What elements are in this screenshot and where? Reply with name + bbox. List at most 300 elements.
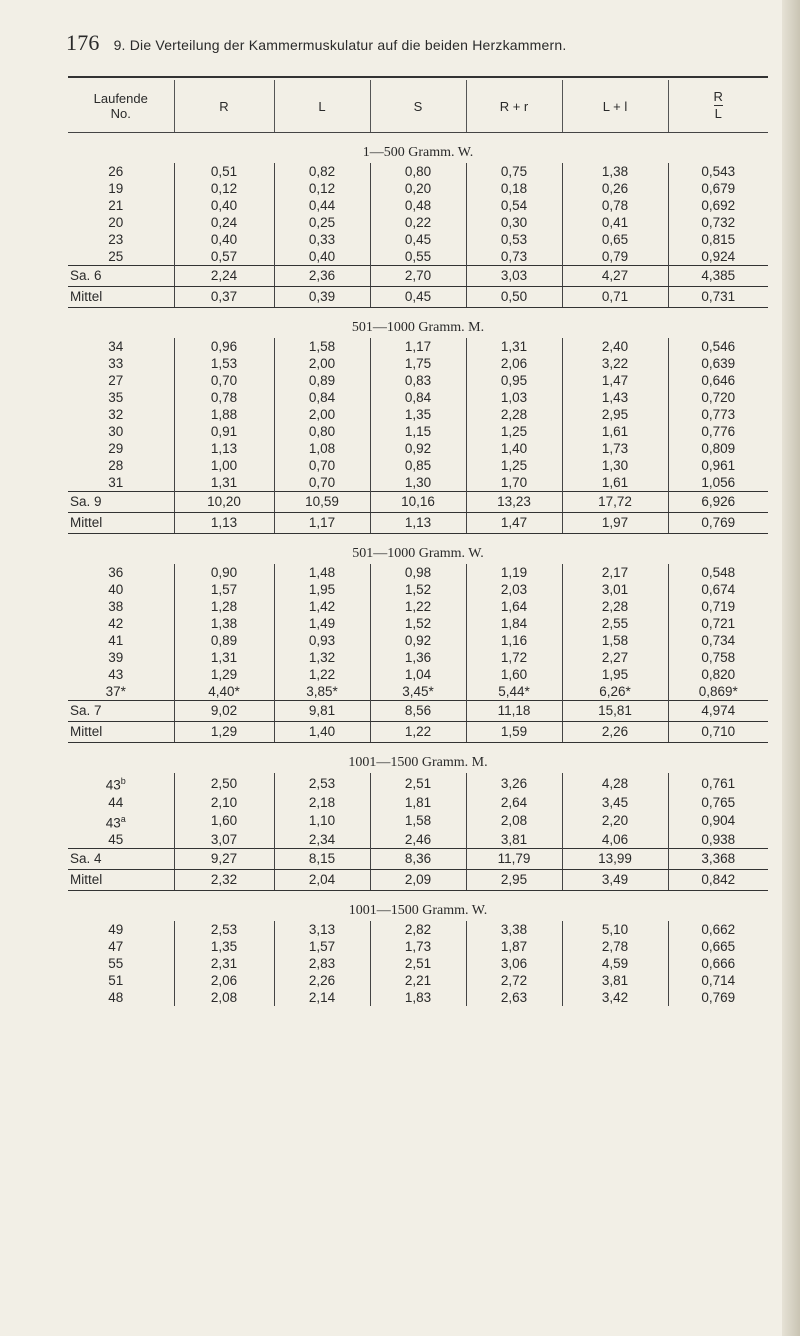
section-heading: 501—1000 Gramm. M. — [351, 320, 485, 335]
table-row — [68, 649, 768, 666]
value-cell: 1,83 — [370, 989, 466, 1006]
table-row — [68, 831, 768, 849]
sum-value: 10,59 — [274, 492, 370, 513]
value-cell: 1,22 — [370, 598, 466, 615]
value-cell: 0,45 — [370, 231, 466, 248]
value-cell: 0,40 — [174, 197, 274, 214]
ratio-fraction: $\frac{R}{L}$ — [713, 89, 723, 121]
value-cell: 2,00 — [274, 406, 370, 423]
value-cell: 1,52 — [370, 581, 466, 598]
value-cell: 2,51 — [370, 773, 466, 794]
table-row — [68, 794, 768, 811]
value-cell: 0,776 — [668, 423, 768, 440]
table-row — [68, 921, 768, 938]
table-row — [68, 197, 768, 214]
table-row — [68, 581, 768, 598]
value-cell: 3,06 — [466, 955, 562, 972]
row-number-cell: 25 — [108, 249, 124, 264]
value-cell: 0,732 — [668, 214, 768, 231]
value-cell: 0,48 — [370, 197, 466, 214]
sum-row — [68, 701, 768, 722]
row-number-cell: 21 — [108, 198, 124, 213]
mean-value: 1,29 — [174, 722, 274, 743]
value-cell: 3,01 — [562, 581, 668, 598]
mean-value: 1,97 — [562, 513, 668, 534]
mean-value: 0,710 — [668, 722, 768, 743]
col-header-r-over-l — [668, 80, 768, 133]
value-cell: 1,28 — [174, 598, 274, 615]
value-cell: 0,665 — [668, 938, 768, 955]
value-cell: 1,61 — [562, 423, 668, 440]
mean-value: 0,769 — [668, 513, 768, 534]
sum-label: Sa. 4 — [68, 849, 174, 870]
row-number-cell: 49 — [108, 922, 124, 937]
row-number-cell: 19 — [108, 181, 124, 196]
table-row — [68, 564, 768, 581]
row-number-cell: 37* — [105, 684, 126, 699]
value-cell: 0,92 — [370, 632, 466, 649]
table-row — [68, 989, 768, 1006]
table-row — [68, 598, 768, 615]
mean-label: Mittel — [68, 513, 174, 534]
value-cell: 0,25 — [274, 214, 370, 231]
row-number-cell: 23 — [108, 232, 124, 247]
value-cell: 0,89 — [174, 632, 274, 649]
mean-row — [68, 513, 768, 534]
sum-value: 9,02 — [174, 701, 274, 722]
value-cell: 0,820 — [668, 666, 768, 683]
running-head — [66, 30, 756, 56]
value-cell: 2,50 — [174, 773, 274, 794]
value-cell: 0,809 — [668, 440, 768, 457]
table-row — [68, 955, 768, 972]
value-cell: 1,95 — [274, 581, 370, 598]
value-cell: 2,03 — [466, 581, 562, 598]
section-heading: 1001—1500 Gramm. M. — [348, 755, 488, 770]
sum-value: 9,81 — [274, 701, 370, 722]
value-cell: 2,00 — [274, 355, 370, 372]
value-cell: 3,38 — [466, 921, 562, 938]
value-cell: 1,16 — [466, 632, 562, 649]
value-cell: 0,22 — [370, 214, 466, 231]
value-cell: 0,761 — [668, 773, 768, 794]
mean-value: 0,731 — [668, 287, 768, 308]
value-cell: 1,64 — [466, 598, 562, 615]
value-cell: 0,30 — [466, 214, 562, 231]
value-cell: 1,38 — [174, 615, 274, 632]
value-cell: 3,45 — [562, 794, 668, 811]
value-cell: 2,28 — [466, 406, 562, 423]
mean-value: 2,04 — [274, 870, 370, 891]
value-cell: 1,25 — [466, 423, 562, 440]
sum-value: 10,16 — [370, 492, 466, 513]
value-cell: 0,73 — [466, 248, 562, 266]
table-row — [68, 632, 768, 649]
table-row — [68, 406, 768, 423]
value-cell: 0,721 — [668, 615, 768, 632]
row-number-cell: 36 — [108, 565, 124, 580]
value-cell: 0,90 — [174, 564, 274, 581]
value-cell: 0,70 — [174, 372, 274, 389]
value-cell: 2,46 — [370, 831, 466, 849]
value-cell: 2,14 — [274, 989, 370, 1006]
section-heading-row — [68, 891, 768, 922]
value-cell: 0,938 — [668, 831, 768, 849]
table-row — [68, 474, 768, 492]
value-cell: 0,674 — [668, 581, 768, 598]
col-header-r-plus-r: R + r — [466, 80, 562, 133]
value-cell: 2,28 — [562, 598, 668, 615]
value-cell: 0,734 — [668, 632, 768, 649]
row-number-cell: 45 — [108, 832, 124, 847]
sum-label: Sa. 7 — [68, 701, 174, 722]
section-heading-row — [68, 743, 768, 774]
value-cell: 0,57 — [174, 248, 274, 266]
value-cell: 0,692 — [668, 197, 768, 214]
value-cell: 1,84 — [466, 615, 562, 632]
value-cell: 0,904 — [668, 811, 768, 832]
table-row — [68, 440, 768, 457]
value-cell: 0,84 — [370, 389, 466, 406]
value-cell: 0,79 — [562, 248, 668, 266]
value-cell: 1,72 — [466, 649, 562, 666]
value-cell: 2,10 — [174, 794, 274, 811]
mean-value: 0,71 — [562, 287, 668, 308]
table-row — [68, 938, 768, 955]
value-cell: 0,98 — [370, 564, 466, 581]
value-cell: 0,40 — [274, 248, 370, 266]
sum-value: 2,70 — [370, 266, 466, 287]
table-row — [68, 457, 768, 474]
value-cell: 0,924 — [668, 248, 768, 266]
table-body — [68, 133, 768, 1007]
value-cell: 0,961 — [668, 457, 768, 474]
row-number-cell: 33 — [108, 356, 124, 371]
mean-value: 0,39 — [274, 287, 370, 308]
value-cell: 1,03 — [466, 389, 562, 406]
value-cell: 1,19 — [466, 564, 562, 581]
value-cell: 1,70 — [466, 474, 562, 492]
row-number-cell: 40 — [108, 582, 124, 597]
value-cell: 0,765 — [668, 794, 768, 811]
value-cell: 0,91 — [174, 423, 274, 440]
sum-value: 8,36 — [370, 849, 466, 870]
value-cell: 0,75 — [466, 163, 562, 180]
value-cell: 2,31 — [174, 955, 274, 972]
row-number-cell: 41 — [108, 633, 124, 648]
table-row — [68, 389, 768, 406]
value-cell: 1,32 — [274, 649, 370, 666]
value-cell: 1,13 — [174, 440, 274, 457]
value-cell: 1,75 — [370, 355, 466, 372]
value-cell: 2,06 — [174, 972, 274, 989]
value-cell: 0,65 — [562, 231, 668, 248]
value-cell: 0,40 — [174, 231, 274, 248]
page-edge — [782, 0, 800, 1336]
mean-row — [68, 870, 768, 891]
value-cell: 1,29 — [174, 666, 274, 683]
value-cell: 1,58 — [562, 632, 668, 649]
value-cell: 1,57 — [174, 581, 274, 598]
value-cell: 1,58 — [370, 811, 466, 832]
table-row — [68, 214, 768, 231]
value-cell: 0,89 — [274, 372, 370, 389]
value-cell: 0,666 — [668, 955, 768, 972]
sum-value: 3,368 — [668, 849, 768, 870]
value-cell: 0,78 — [562, 197, 668, 214]
value-cell: 0,662 — [668, 921, 768, 938]
row-number-cell: 48 — [108, 990, 124, 1005]
value-cell: 4,59 — [562, 955, 668, 972]
value-cell: 1,04 — [370, 666, 466, 683]
mean-value: 0,45 — [370, 287, 466, 308]
mean-value: 0,842 — [668, 870, 768, 891]
value-cell: 2,27 — [562, 649, 668, 666]
value-cell: 1,30 — [562, 457, 668, 474]
section-heading: 1—500 Gramm. W. — [362, 145, 474, 160]
value-cell: 0,93 — [274, 632, 370, 649]
sum-value: 13,23 — [466, 492, 562, 513]
table-row — [68, 683, 768, 701]
value-cell: 2,17 — [562, 564, 668, 581]
value-cell: 3,81 — [562, 972, 668, 989]
sum-row — [68, 849, 768, 870]
value-cell: 1,57 — [274, 938, 370, 955]
value-cell: 2,83 — [274, 955, 370, 972]
value-cell: 0,70 — [274, 474, 370, 492]
table-row — [68, 231, 768, 248]
sum-value: 2,36 — [274, 266, 370, 287]
sum-value: 6,926 — [668, 492, 768, 513]
value-cell: 1,60 — [466, 666, 562, 683]
value-cell: 1,35 — [370, 406, 466, 423]
value-cell: 4,06 — [562, 831, 668, 849]
sum-value: 3,03 — [466, 266, 562, 287]
value-cell: 0,54 — [466, 197, 562, 214]
value-cell: 1,87 — [466, 938, 562, 955]
value-cell: 0,12 — [274, 180, 370, 197]
value-cell: 2,08 — [466, 811, 562, 832]
value-cell: 2,78 — [562, 938, 668, 955]
value-cell: 2,08 — [174, 989, 274, 1006]
row-number-cell: 32 — [108, 407, 124, 422]
header-row — [68, 80, 768, 133]
sum-value: 10,20 — [174, 492, 274, 513]
value-cell: 0,12 — [174, 180, 274, 197]
value-cell: 0,24 — [174, 214, 274, 231]
value-cell: 0,869* — [668, 683, 768, 701]
value-cell: 2,51 — [370, 955, 466, 972]
value-cell: 1,15 — [370, 423, 466, 440]
sum-label: Sa. 6 — [68, 266, 174, 287]
section-heading-row — [68, 308, 768, 339]
sum-value: 13,99 — [562, 849, 668, 870]
value-cell: 1,73 — [370, 938, 466, 955]
value-cell: 1,88 — [174, 406, 274, 423]
value-cell: 1,056 — [668, 474, 768, 492]
mean-value: 1,40 — [274, 722, 370, 743]
value-cell: 1,58 — [274, 338, 370, 355]
mean-value: 2,09 — [370, 870, 466, 891]
col-header-no: Laufende No. — [68, 80, 174, 133]
section-heading-row — [68, 534, 768, 565]
value-cell: 0,41 — [562, 214, 668, 231]
value-cell: 2,21 — [370, 972, 466, 989]
value-cell: 1,17 — [370, 338, 466, 355]
value-cell: 0,815 — [668, 231, 768, 248]
table-row — [68, 773, 768, 794]
sum-value: 4,974 — [668, 701, 768, 722]
table-row — [68, 666, 768, 683]
value-cell: 0,53 — [466, 231, 562, 248]
value-cell: 0,84 — [274, 389, 370, 406]
page-number: 176 — [66, 30, 100, 55]
value-cell: 5,44* — [466, 683, 562, 701]
value-cell: 3,13 — [274, 921, 370, 938]
value-cell: 2,53 — [274, 773, 370, 794]
value-cell: 1,36 — [370, 649, 466, 666]
section-heading-row — [68, 133, 768, 164]
sum-value: 11,79 — [466, 849, 562, 870]
value-cell: 1,22 — [274, 666, 370, 683]
value-cell: 0,548 — [668, 564, 768, 581]
row-number-cell: 31 — [108, 475, 124, 490]
value-cell: 1,38 — [562, 163, 668, 180]
mean-value: 1,13 — [174, 513, 274, 534]
mean-value: 3,49 — [562, 870, 668, 891]
value-cell: 0,95 — [466, 372, 562, 389]
table-row — [68, 355, 768, 372]
mean-value: 1,17 — [274, 513, 370, 534]
mean-value: 2,95 — [466, 870, 562, 891]
sum-value: 2,24 — [174, 266, 274, 287]
mean-value: 0,37 — [174, 287, 274, 308]
mean-label: Mittel — [68, 870, 174, 891]
col-header-l-plus-l: L + l — [562, 80, 668, 133]
value-cell: 2,63 — [466, 989, 562, 1006]
section-heading: 1001—1500 Gramm. W. — [348, 903, 488, 918]
row-number-cell: 26 — [108, 164, 124, 179]
value-cell: 2,55 — [562, 615, 668, 632]
row-number-cell: 27 — [108, 373, 124, 388]
value-cell: 0,82 — [274, 163, 370, 180]
value-cell: 0,773 — [668, 406, 768, 423]
value-cell: 2,34 — [274, 831, 370, 849]
sum-value: 4,27 — [562, 266, 668, 287]
value-cell: 3,22 — [562, 355, 668, 372]
value-cell: 0,83 — [370, 372, 466, 389]
value-cell: 0,55 — [370, 248, 466, 266]
table-row — [68, 423, 768, 440]
table-row — [68, 248, 768, 266]
value-cell: 1,61 — [562, 474, 668, 492]
sum-row — [68, 492, 768, 513]
row-number-cell: 55 — [108, 956, 124, 971]
table-row — [68, 811, 768, 832]
value-cell: 2,20 — [562, 811, 668, 832]
mean-value: 0,50 — [466, 287, 562, 308]
value-cell: 1,00 — [174, 457, 274, 474]
value-cell: 0,44 — [274, 197, 370, 214]
value-cell: 0,769 — [668, 989, 768, 1006]
value-cell: 2,72 — [466, 972, 562, 989]
table-row — [68, 615, 768, 632]
value-cell: 2,26 — [274, 972, 370, 989]
sum-row — [68, 266, 768, 287]
value-cell: 0,92 — [370, 440, 466, 457]
mean-value: 2,32 — [174, 870, 274, 891]
value-cell: 1,53 — [174, 355, 274, 372]
value-cell: 2,95 — [562, 406, 668, 423]
value-cell: 0,96 — [174, 338, 274, 355]
value-cell: 0,70 — [274, 457, 370, 474]
value-cell: 1,40 — [466, 440, 562, 457]
row-number-cell: 47 — [108, 939, 124, 954]
col-header-s: S — [370, 80, 466, 133]
value-cell: 0,20 — [370, 180, 466, 197]
value-cell: 1,35 — [174, 938, 274, 955]
value-cell: 0,80 — [370, 163, 466, 180]
value-cell: 0,546 — [668, 338, 768, 355]
value-cell: 3,45* — [370, 683, 466, 701]
value-cell: 3,07 — [174, 831, 274, 849]
value-cell: 1,60 — [174, 811, 274, 832]
data-table — [68, 76, 768, 1006]
sum-value: 4,385 — [668, 266, 768, 287]
value-cell: 3,85* — [274, 683, 370, 701]
value-cell: 4,28 — [562, 773, 668, 794]
row-number-cell: 39 — [108, 650, 124, 665]
value-cell: 6,26* — [562, 683, 668, 701]
value-cell: 3,26 — [466, 773, 562, 794]
row-number-cell: 35 — [108, 390, 124, 405]
value-cell: 0,78 — [174, 389, 274, 406]
value-cell: 0,85 — [370, 457, 466, 474]
value-cell: 0,758 — [668, 649, 768, 666]
row-number-cell: 44 — [108, 794, 124, 810]
value-cell: 2,18 — [274, 794, 370, 811]
col-header-r: R — [174, 80, 274, 133]
value-cell: 3,42 — [562, 989, 668, 1006]
mean-value: 2,26 — [562, 722, 668, 743]
mean-row — [68, 287, 768, 308]
value-cell: 5,10 — [562, 921, 668, 938]
value-cell: 1,49 — [274, 615, 370, 632]
sum-value: 8,15 — [274, 849, 370, 870]
table-row — [68, 338, 768, 355]
mean-label: Mittel — [68, 722, 174, 743]
mean-label: Mittel — [68, 287, 174, 308]
row-number-cell: 28 — [108, 458, 124, 473]
value-cell: 1,95 — [562, 666, 668, 683]
value-cell: 0,720 — [668, 389, 768, 406]
value-cell: 1,47 — [562, 372, 668, 389]
running-title: 9. Die Verteilung der Kammermuskulatur auf die beiden Herzkammern. — [113, 37, 567, 53]
value-cell: 1,43 — [562, 389, 668, 406]
section-heading: 501—1000 Gramm. W. — [352, 546, 484, 561]
sum-value: 9,27 — [174, 849, 274, 870]
value-cell: 1,31 — [174, 474, 274, 492]
row-number-cell: 20 — [108, 215, 124, 230]
row-number-cell: 29 — [108, 441, 124, 456]
value-cell: 0,26 — [562, 180, 668, 197]
row-number-cell: 34 — [108, 339, 124, 354]
table-row — [68, 163, 768, 180]
value-cell: 0,639 — [668, 355, 768, 372]
sum-label: Sa. 9 — [68, 492, 174, 513]
value-cell: 0,80 — [274, 423, 370, 440]
value-cell: 2,64 — [466, 794, 562, 811]
